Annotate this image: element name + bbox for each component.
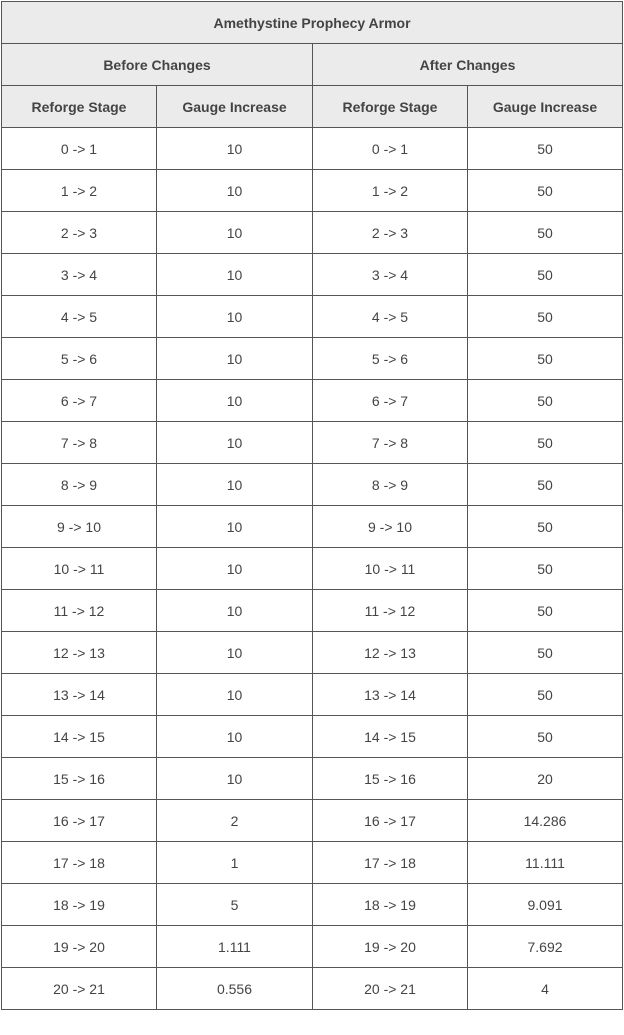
- before-reforge-stage-cell: 13 -> 14: [2, 674, 157, 716]
- before-reforge-stage-cell: 0 -> 1: [2, 128, 157, 170]
- after-gauge-increase-cell: 50: [468, 548, 623, 590]
- table-body: [2, 128, 623, 1010]
- table-row: [2, 842, 623, 884]
- before-gauge-increase-cell: 10: [157, 296, 313, 338]
- after-reforge-stage-cell: 9 -> 10: [313, 506, 468, 548]
- before-reforge-stage-cell: 14 -> 15: [2, 716, 157, 758]
- before-gauge-increase-cell: 10: [157, 338, 313, 380]
- before-reforge-stage-cell: 16 -> 17: [2, 800, 157, 842]
- before-reforge-stage-cell: 18 -> 19: [2, 884, 157, 926]
- after-changes-header: After Changes: [313, 44, 623, 86]
- before-gauge-increase-cell: 10: [157, 464, 313, 506]
- table-header: [2, 2, 623, 128]
- before-reforge-stage-cell: 2 -> 3: [2, 212, 157, 254]
- before-reforge-stage-cell: 12 -> 13: [2, 632, 157, 674]
- before-gauge-increase-cell: 10: [157, 506, 313, 548]
- before-gauge-increase-cell: 10: [157, 758, 313, 800]
- after-gauge-increase-cell: 50: [468, 674, 623, 716]
- before-gauge-increase-cell: 10: [157, 128, 313, 170]
- after-reforge-stage-header: Reforge Stage: [313, 86, 468, 128]
- after-gauge-increase-cell: 50: [468, 338, 623, 380]
- after-reforge-stage-cell: 5 -> 6: [313, 338, 468, 380]
- before-gauge-increase-cell: 1: [157, 842, 313, 884]
- before-gauge-increase-cell: 0.556: [157, 968, 313, 1010]
- before-gauge-increase-cell: 10: [157, 212, 313, 254]
- before-gauge-increase-cell: 10: [157, 170, 313, 212]
- table-row: [2, 926, 623, 968]
- table-row: [2, 800, 623, 842]
- after-reforge-stage-cell: 14 -> 15: [313, 716, 468, 758]
- before-reforge-stage-cell: 8 -> 9: [2, 464, 157, 506]
- after-gauge-increase-cell: 50: [468, 590, 623, 632]
- table-row: [2, 506, 623, 548]
- table-row: [2, 758, 623, 800]
- after-gauge-increase-cell: 50: [468, 212, 623, 254]
- after-gauge-increase-cell: 4: [468, 968, 623, 1010]
- before-gauge-increase-cell: 10: [157, 548, 313, 590]
- after-reforge-stage-cell: 8 -> 9: [313, 464, 468, 506]
- after-reforge-stage-cell: 2 -> 3: [313, 212, 468, 254]
- after-reforge-stage-cell: 1 -> 2: [313, 170, 468, 212]
- after-gauge-increase-cell: 7.692: [468, 926, 623, 968]
- before-reforge-stage-cell: 19 -> 20: [2, 926, 157, 968]
- after-gauge-increase-cell: 50: [468, 296, 623, 338]
- table-row: [2, 380, 623, 422]
- after-reforge-stage-cell: 15 -> 16: [313, 758, 468, 800]
- table-row: [2, 674, 623, 716]
- before-reforge-stage-cell: 7 -> 8: [2, 422, 157, 464]
- title-row: [2, 2, 623, 44]
- after-reforge-stage-cell: 17 -> 18: [313, 842, 468, 884]
- after-reforge-stage-cell: 11 -> 12: [313, 590, 468, 632]
- table-row: [2, 590, 623, 632]
- after-gauge-increase-cell: 50: [468, 716, 623, 758]
- after-gauge-increase-cell: 9.091: [468, 884, 623, 926]
- table-row: [2, 632, 623, 674]
- after-reforge-stage-cell: 4 -> 5: [313, 296, 468, 338]
- before-reforge-stage-header: Reforge Stage: [2, 86, 157, 128]
- before-reforge-stage-cell: 20 -> 21: [2, 968, 157, 1010]
- before-changes-header: Before Changes: [2, 44, 313, 86]
- before-gauge-increase-cell: 10: [157, 422, 313, 464]
- group-header-row: [2, 44, 623, 86]
- after-gauge-increase-cell: 14.286: [468, 800, 623, 842]
- reforge-gauge-table: [1, 1, 623, 1010]
- before-gauge-increase-cell: 10: [157, 380, 313, 422]
- before-gauge-increase-cell: 10: [157, 716, 313, 758]
- before-reforge-stage-cell: 6 -> 7: [2, 380, 157, 422]
- before-reforge-stage-cell: 5 -> 6: [2, 338, 157, 380]
- table-title: Amethystine Prophecy Armor: [2, 2, 623, 44]
- table-row: [2, 464, 623, 506]
- table-row: [2, 716, 623, 758]
- after-gauge-increase-cell: 50: [468, 632, 623, 674]
- after-gauge-increase-cell: 50: [468, 170, 623, 212]
- after-reforge-stage-cell: 19 -> 20: [313, 926, 468, 968]
- after-reforge-stage-cell: 3 -> 4: [313, 254, 468, 296]
- after-reforge-stage-cell: 16 -> 17: [313, 800, 468, 842]
- before-gauge-increase-cell: 10: [157, 254, 313, 296]
- before-gauge-increase-cell: 10: [157, 632, 313, 674]
- after-gauge-increase-cell: 50: [468, 506, 623, 548]
- after-gauge-increase-cell: 50: [468, 254, 623, 296]
- table-row: [2, 296, 623, 338]
- before-reforge-stage-cell: 9 -> 10: [2, 506, 157, 548]
- table-row: [2, 338, 623, 380]
- after-reforge-stage-cell: 20 -> 21: [313, 968, 468, 1010]
- before-reforge-stage-cell: 15 -> 16: [2, 758, 157, 800]
- after-reforge-stage-cell: 0 -> 1: [313, 128, 468, 170]
- after-reforge-stage-cell: 6 -> 7: [313, 380, 468, 422]
- after-gauge-increase-cell: 50: [468, 464, 623, 506]
- table-row: [2, 968, 623, 1010]
- before-reforge-stage-cell: 4 -> 5: [2, 296, 157, 338]
- after-reforge-stage-cell: 12 -> 13: [313, 632, 468, 674]
- column-header-row: [2, 86, 623, 128]
- table-row: [2, 128, 623, 170]
- after-gauge-increase-cell: 50: [468, 422, 623, 464]
- table-row: [2, 170, 623, 212]
- before-gauge-increase-cell: 1.111: [157, 926, 313, 968]
- before-reforge-stage-cell: 10 -> 11: [2, 548, 157, 590]
- after-gauge-increase-cell: 50: [468, 128, 623, 170]
- before-reforge-stage-cell: 3 -> 4: [2, 254, 157, 296]
- after-gauge-increase-cell: 50: [468, 380, 623, 422]
- table-row: [2, 254, 623, 296]
- table-row: [2, 884, 623, 926]
- after-gauge-increase-cell: 11.111: [468, 842, 623, 884]
- after-reforge-stage-cell: 10 -> 11: [313, 548, 468, 590]
- before-gauge-increase-header: Gauge Increase: [157, 86, 313, 128]
- before-gauge-increase-cell: 5: [157, 884, 313, 926]
- before-gauge-increase-cell: 10: [157, 590, 313, 632]
- after-reforge-stage-cell: 18 -> 19: [313, 884, 468, 926]
- after-gauge-increase-header: Gauge Increase: [468, 86, 623, 128]
- after-gauge-increase-cell: 20: [468, 758, 623, 800]
- before-gauge-increase-cell: 2: [157, 800, 313, 842]
- after-reforge-stage-cell: 13 -> 14: [313, 674, 468, 716]
- table-row: [2, 422, 623, 464]
- before-gauge-increase-cell: 10: [157, 674, 313, 716]
- table-row: [2, 548, 623, 590]
- after-reforge-stage-cell: 7 -> 8: [313, 422, 468, 464]
- before-reforge-stage-cell: 11 -> 12: [2, 590, 157, 632]
- before-reforge-stage-cell: 1 -> 2: [2, 170, 157, 212]
- table-row: [2, 212, 623, 254]
- before-reforge-stage-cell: 17 -> 18: [2, 842, 157, 884]
